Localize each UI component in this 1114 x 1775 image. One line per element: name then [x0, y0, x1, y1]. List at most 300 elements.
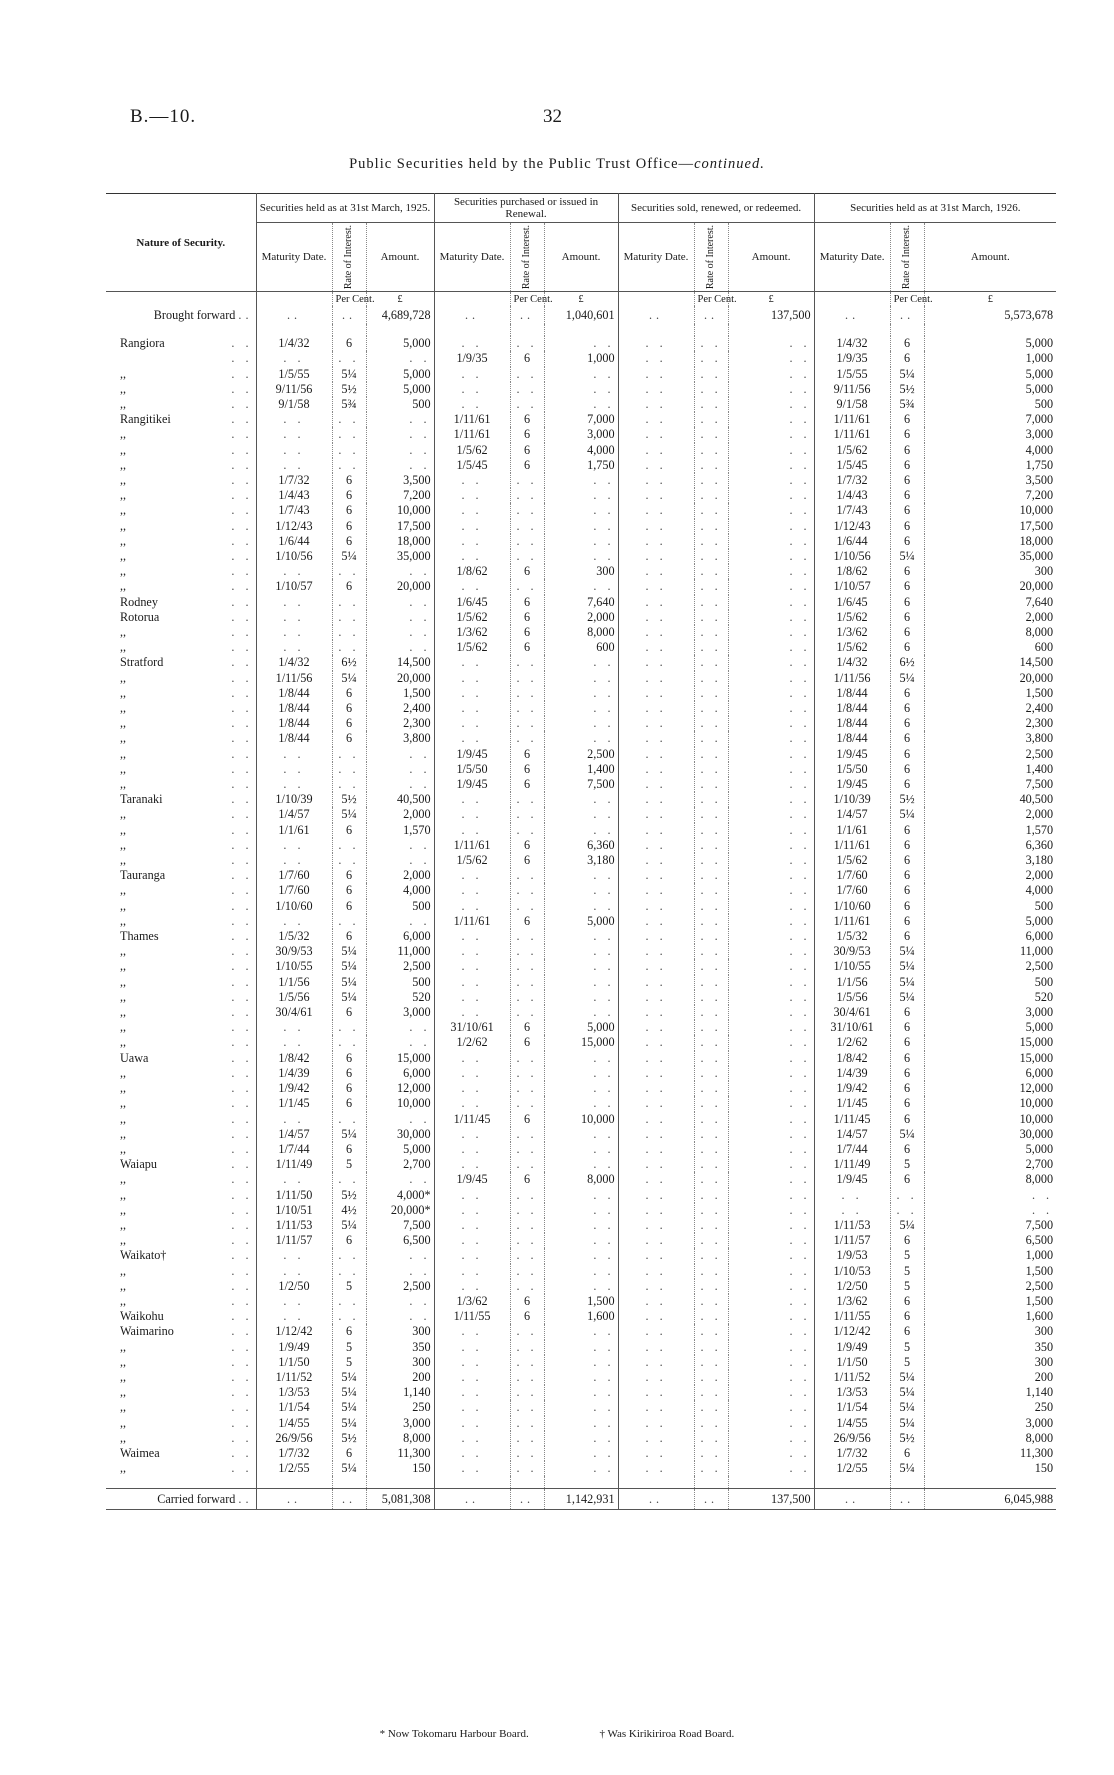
row-name [106, 427, 256, 442]
g1-maturity: 1/3/53 [256, 1385, 332, 1400]
security-name: ,, [120, 579, 127, 594]
g3-amount: . . [728, 838, 814, 853]
g4-rate: 6 [890, 762, 924, 777]
g4-maturity: 1/8/44 [814, 716, 890, 731]
header-amount: Amount. [366, 223, 434, 292]
g3-maturity: . . [618, 716, 694, 731]
g1-amount: 30,000 [366, 1127, 434, 1142]
g3-amount: . . [728, 519, 814, 534]
g2-amount: 3,000 [544, 427, 618, 442]
g4-rate: 5¼ [890, 549, 924, 564]
g3-rate: . . [694, 914, 728, 929]
g3-maturity: . . [618, 1203, 694, 1218]
g4-maturity: 1/5/32 [814, 929, 890, 944]
g3-rate: . . [694, 1461, 728, 1476]
table-row [106, 1096, 1056, 1111]
g1-maturity: 1/6/44 [256, 534, 332, 549]
g4-maturity: 1/5/45 [814, 458, 890, 473]
table-row [106, 929, 1056, 944]
header-group-purchased: Securities purchased or issued in Renewal. [434, 194, 618, 223]
g3-amount: . . [728, 1188, 814, 1203]
g2-amount: . . [544, 671, 618, 686]
g1-amount: 150 [366, 1461, 434, 1476]
g2-amount: 4,000 [544, 443, 618, 458]
g1-maturity: . . [256, 1112, 332, 1127]
g2-maturity: 1/3/62 [434, 625, 510, 640]
unit-pound: £ [544, 292, 618, 307]
g2-amount: . . [544, 397, 618, 412]
g4-maturity: 1/5/50 [814, 762, 890, 777]
g4-maturity: 1/9/49 [814, 1340, 890, 1355]
row-name [106, 1142, 256, 1157]
leader-dots: . . [231, 1400, 253, 1415]
g4-rate: 5¼ [890, 367, 924, 382]
g4-rate: 5 [890, 1248, 924, 1263]
row-name [106, 883, 256, 898]
g3-amount: . . [728, 671, 814, 686]
g2-amount: 8,000 [544, 625, 618, 640]
g3-amount: . . [728, 716, 814, 731]
row-name [106, 1112, 256, 1127]
title-continued: continued. [694, 156, 765, 172]
g4-rate: 6 [890, 823, 924, 838]
g2-amount: . . [544, 1446, 618, 1461]
g4-rate: 6 [890, 427, 924, 442]
g4-maturity: 1/11/61 [814, 838, 890, 853]
g1-rate: . . [332, 747, 366, 762]
row-name [106, 1081, 256, 1096]
row-name [106, 382, 256, 397]
g3-maturity: . . [618, 443, 694, 458]
g4-maturity: 1/12/43 [814, 519, 890, 534]
g2-rate: 6 [510, 1294, 544, 1309]
g3-maturity: . . [618, 655, 694, 670]
g1-amount: 7,500 [366, 1218, 434, 1233]
g2-rate: . . [510, 336, 544, 351]
g4-maturity: 1/3/62 [814, 1294, 890, 1309]
brought-forward-row: Brought forward .. .. .. 4,689,728 .. .. 1,040,601 .. .. 137,500 .. .. 5,573,678 [106, 306, 1056, 324]
g3-maturity: . . [618, 1400, 694, 1415]
brought-forward-g4: 5,573,678 [924, 306, 1056, 324]
g3-amount: . . [728, 625, 814, 640]
g4-rate: 6 [890, 853, 924, 868]
g4-rate: 6 [890, 777, 924, 792]
g4-maturity: . . [814, 1188, 890, 1203]
g4-rate: 6 [890, 1446, 924, 1461]
g2-amount: . . [544, 579, 618, 594]
g4-rate: 5¼ [890, 1400, 924, 1415]
security-name: Waiapu [120, 1157, 157, 1172]
g1-amount: 14,500 [366, 655, 434, 670]
g3-amount: . . [728, 747, 814, 762]
footnote-dagger: † Was Kirikiriroa Road Board. [599, 1728, 735, 1740]
g3-amount: . . [728, 1127, 814, 1142]
g1-rate: 6 [332, 1446, 366, 1461]
g2-maturity: . . [434, 1066, 510, 1081]
g4-rate: 6 [890, 1172, 924, 1187]
row-name [106, 1188, 256, 1203]
g1-rate: 6 [332, 503, 366, 518]
g3-amount: . . [728, 534, 814, 549]
g4-maturity: 1/4/39 [814, 1066, 890, 1081]
g4-amount: 2,000 [924, 610, 1056, 625]
g2-rate: 6 [510, 610, 544, 625]
g1-rate: 5¼ [332, 671, 366, 686]
g1-amount: . . [366, 1020, 434, 1035]
g2-amount: . . [544, 1142, 618, 1157]
security-name: Waikato† [120, 1248, 167, 1263]
header-nature: Nature of Security. [136, 236, 226, 249]
g3-amount: . . [728, 564, 814, 579]
table-row [106, 1248, 1056, 1263]
g2-maturity: . . [434, 1157, 510, 1172]
g2-rate: . . [510, 1005, 544, 1020]
g3-rate: . . [694, 792, 728, 807]
row-name [106, 564, 256, 579]
g4-amount: 500 [924, 975, 1056, 990]
row-name [106, 914, 256, 929]
g1-maturity: . . [256, 427, 332, 442]
g2-amount: 1,000 [544, 351, 618, 366]
row-name [106, 579, 256, 594]
leader-dots: . . [231, 548, 253, 563]
leader-dots: . . [231, 1005, 253, 1020]
g1-amount: 250 [366, 1400, 434, 1415]
g1-rate: 5¼ [332, 1385, 366, 1400]
g3-maturity: . . [618, 929, 694, 944]
g2-amount: 15,000 [544, 1035, 618, 1050]
table-row [106, 519, 1056, 534]
g4-amount: 2,000 [924, 807, 1056, 822]
g1-rate: . . [332, 1264, 366, 1279]
g3-amount: . . [728, 1203, 814, 1218]
g3-rate: . . [694, 1279, 728, 1294]
g1-amount: 2,000 [366, 868, 434, 883]
g3-maturity: . . [618, 1446, 694, 1461]
g4-maturity: 1/6/45 [814, 595, 890, 610]
table-row [106, 1203, 1056, 1218]
g4-amount: 10,000 [924, 1096, 1056, 1111]
g3-rate: . . [694, 443, 728, 458]
g4-rate: 6 [890, 686, 924, 701]
g1-rate: . . [332, 1294, 366, 1309]
g4-amount: 8,000 [924, 1431, 1056, 1446]
g1-maturity: 1/1/50 [256, 1355, 332, 1370]
table-row [106, 382, 1056, 397]
row-name [106, 838, 256, 853]
g2-rate: 6 [510, 853, 544, 868]
g3-maturity: . . [618, 519, 694, 534]
g4-rate: 5¼ [890, 671, 924, 686]
g1-maturity: 1/4/57 [256, 807, 332, 822]
g1-rate: 5 [332, 1279, 366, 1294]
row-name [106, 1096, 256, 1111]
row-name [106, 655, 256, 670]
g4-amount: 6,360 [924, 838, 1056, 853]
g3-amount: . . [728, 959, 814, 974]
g1-amount: . . [366, 1112, 434, 1127]
g1-maturity: 1/11/52 [256, 1370, 332, 1385]
g1-rate: . . [332, 610, 366, 625]
g3-amount: . . [728, 458, 814, 473]
g4-amount: 6,000 [924, 1066, 1056, 1081]
g1-rate: . . [332, 458, 366, 473]
g1-rate: 5¼ [332, 807, 366, 822]
g2-rate: 6 [510, 1309, 544, 1324]
table-footer [106, 1476, 1056, 1510]
g2-rate: . . [510, 1385, 544, 1400]
g1-amount: 8,000 [366, 1431, 434, 1446]
g1-maturity: 1/10/60 [256, 899, 332, 914]
g3-rate: . . [694, 397, 728, 412]
g3-maturity: . . [618, 899, 694, 914]
g2-rate: . . [510, 473, 544, 488]
table-row [106, 899, 1056, 914]
g4-amount: 2,500 [924, 1279, 1056, 1294]
g3-rate: . . [694, 1188, 728, 1203]
g1-rate: 5¼ [332, 944, 366, 959]
g1-maturity: 1/7/60 [256, 883, 332, 898]
g3-maturity: . . [618, 473, 694, 488]
g4-amount: 1,500 [924, 686, 1056, 701]
g4-rate: 5¾ [890, 397, 924, 412]
table-row [106, 1157, 1056, 1172]
g1-maturity: 30/4/61 [256, 1005, 332, 1020]
g3-rate: . . [694, 1142, 728, 1157]
g2-amount: 1,750 [544, 458, 618, 473]
g3-amount: . . [728, 883, 814, 898]
table-row [106, 838, 1056, 853]
row-name [106, 975, 256, 990]
g2-maturity: 1/5/50 [434, 762, 510, 777]
g3-amount: . . [728, 868, 814, 883]
unit-pound: £ [728, 292, 814, 307]
g1-amount: 3,000 [366, 1416, 434, 1431]
table-row [106, 823, 1056, 838]
g3-rate: . . [694, 959, 728, 974]
g4-rate: 5½ [890, 382, 924, 397]
g3-maturity: . . [618, 1081, 694, 1096]
g2-amount: . . [544, 1324, 618, 1339]
g3-maturity: . . [618, 1188, 694, 1203]
security-name: ,, [120, 548, 127, 563]
g2-amount: . . [544, 1340, 618, 1355]
g2-rate: . . [510, 1157, 544, 1172]
g3-amount: . . [728, 701, 814, 716]
table-row [106, 1127, 1056, 1142]
g4-rate: 5¼ [890, 959, 924, 974]
g3-maturity: . . [618, 397, 694, 412]
leader-dots: . . [231, 807, 253, 822]
g1-amount: 40,500 [366, 792, 434, 807]
g3-amount: . . [728, 1294, 814, 1309]
g4-amount: 7,500 [924, 1218, 1056, 1233]
g4-amount: 1,600 [924, 1309, 1056, 1324]
g2-maturity: . . [434, 534, 510, 549]
table-row [106, 458, 1056, 473]
g3-amount: . . [728, 1446, 814, 1461]
g2-rate: . . [510, 975, 544, 990]
g4-rate: 5 [890, 1279, 924, 1294]
g1-maturity: 1/8/44 [256, 731, 332, 746]
g1-maturity: 1/4/43 [256, 488, 332, 503]
g1-amount: 520 [366, 990, 434, 1005]
g2-rate: . . [510, 1203, 544, 1218]
g4-amount: 15,000 [924, 1051, 1056, 1066]
g4-maturity: 1/10/53 [814, 1264, 890, 1279]
g2-rate: 6 [510, 1020, 544, 1035]
g2-amount: 300 [544, 564, 618, 579]
g4-amount: 500 [924, 899, 1056, 914]
row-name [106, 1446, 256, 1461]
security-name: ,, [120, 1430, 127, 1445]
g4-maturity: 1/7/44 [814, 1142, 890, 1157]
g4-rate: 6 [890, 716, 924, 731]
g3-amount: . . [728, 777, 814, 792]
g2-rate: . . [510, 1355, 544, 1370]
leader-dots: . . [231, 731, 253, 746]
leader-dots: . . [231, 1233, 253, 1248]
g1-maturity: 1/12/43 [256, 519, 332, 534]
g2-maturity: 1/9/45 [434, 777, 510, 792]
g4-amount: 600 [924, 640, 1056, 655]
g4-rate: 6 [890, 412, 924, 427]
header-maturity: Maturity Date. [434, 223, 510, 292]
table-row [106, 1233, 1056, 1248]
g4-rate: 6 [890, 701, 924, 716]
row-name [106, 1051, 256, 1066]
security-name: Waimarino [120, 1324, 174, 1339]
g3-amount: . . [728, 1461, 814, 1476]
g4-rate: 5½ [890, 1431, 924, 1446]
g2-amount: . . [544, 1188, 618, 1203]
g1-maturity: . . [256, 1020, 332, 1035]
g2-rate: . . [510, 397, 544, 412]
row-name [106, 519, 256, 534]
g3-amount: . . [728, 1096, 814, 1111]
g4-amount: 200 [924, 1370, 1056, 1385]
header-rate: Rate of Interest. [343, 225, 354, 290]
g4-rate: 6 [890, 458, 924, 473]
g4-maturity: 1/10/39 [814, 792, 890, 807]
g1-maturity: 1/1/45 [256, 1096, 332, 1111]
row-name [106, 1324, 256, 1339]
table-row [106, 716, 1056, 731]
security-name: ,, [120, 1005, 127, 1020]
g1-maturity: 1/11/53 [256, 1218, 332, 1233]
g3-amount: . . [728, 1005, 814, 1020]
g1-rate: . . [332, 838, 366, 853]
g1-amount: 18,000 [366, 534, 434, 549]
page-reference: B.—10. [130, 106, 197, 127]
g1-maturity: 1/1/54 [256, 1400, 332, 1415]
g2-rate: . . [510, 1340, 544, 1355]
g3-amount: . . [728, 1081, 814, 1096]
security-name: ,, [120, 1081, 127, 1096]
g2-maturity: 1/11/55 [434, 1309, 510, 1324]
g4-rate: 6 [890, 579, 924, 594]
g2-amount: 3,180 [544, 853, 618, 868]
g3-maturity: . . [618, 1279, 694, 1294]
g2-maturity: . . [434, 1400, 510, 1415]
g1-maturity: . . [256, 625, 332, 640]
security-name: ,, [120, 1400, 127, 1415]
g3-rate: . . [694, 1294, 728, 1309]
g3-amount: . . [728, 336, 814, 351]
g2-amount: . . [544, 1051, 618, 1066]
g4-amount: 6,000 [924, 929, 1056, 944]
g4-maturity: 1/1/54 [814, 1400, 890, 1415]
leader-dots: . . [231, 701, 253, 716]
g2-amount: 5,000 [544, 1020, 618, 1035]
g2-maturity: 1/11/61 [434, 838, 510, 853]
g1-rate: 6 [332, 731, 366, 746]
row-name [106, 823, 256, 838]
g1-amount: 3,000 [366, 1005, 434, 1020]
g4-amount: 5,000 [924, 1020, 1056, 1035]
g2-maturity: . . [434, 731, 510, 746]
g2-rate: . . [510, 1431, 544, 1446]
g1-amount: 10,000 [366, 503, 434, 518]
g4-maturity: 1/9/45 [814, 777, 890, 792]
g4-rate: 5¼ [890, 1416, 924, 1431]
table-row [106, 1020, 1056, 1035]
g2-amount: . . [544, 336, 618, 351]
g1-rate: 5 [332, 1157, 366, 1172]
security-name: ,, [120, 1461, 127, 1476]
g2-maturity: 1/5/62 [434, 610, 510, 625]
g1-maturity: 1/1/61 [256, 823, 332, 838]
table-row [106, 883, 1056, 898]
g1-rate: . . [332, 625, 366, 640]
g1-maturity: . . [256, 914, 332, 929]
g3-maturity: . . [618, 975, 694, 990]
row-name [106, 443, 256, 458]
g2-maturity: . . [434, 883, 510, 898]
header-amount: Amount. [728, 223, 814, 292]
g2-amount: . . [544, 519, 618, 534]
leader-dots: . . [231, 1293, 253, 1308]
g1-rate: 6 [332, 534, 366, 549]
table-row [106, 853, 1056, 868]
leader-dots: . . [231, 381, 253, 396]
leader-dots: . . [231, 1354, 253, 1369]
g1-amount: 2,300 [366, 716, 434, 731]
g1-amount: 3,800 [366, 731, 434, 746]
security-name: Taranaki [120, 792, 163, 807]
g1-amount: 1,500 [366, 686, 434, 701]
g4-maturity: 1/11/61 [814, 914, 890, 929]
g1-rate: 6 [332, 686, 366, 701]
g1-maturity: . . [256, 838, 332, 853]
g4-amount: 30,000 [924, 1127, 1056, 1142]
g2-rate: 6 [510, 595, 544, 610]
g1-rate: . . [332, 564, 366, 579]
g2-amount: . . [544, 488, 618, 503]
g1-amount: 6,000 [366, 929, 434, 944]
security-name: ,, [120, 564, 127, 579]
g4-amount: 1,500 [924, 1294, 1056, 1309]
g1-rate: 6 [332, 868, 366, 883]
g2-rate: 6 [510, 564, 544, 579]
g4-maturity: 1/11/53 [814, 1218, 890, 1233]
g4-maturity: 1/4/57 [814, 807, 890, 822]
leader-dots: . . [231, 472, 253, 487]
g2-amount: 600 [544, 640, 618, 655]
g2-rate: . . [510, 716, 544, 731]
g4-amount: 17,500 [924, 519, 1056, 534]
table-row [106, 1446, 1056, 1461]
